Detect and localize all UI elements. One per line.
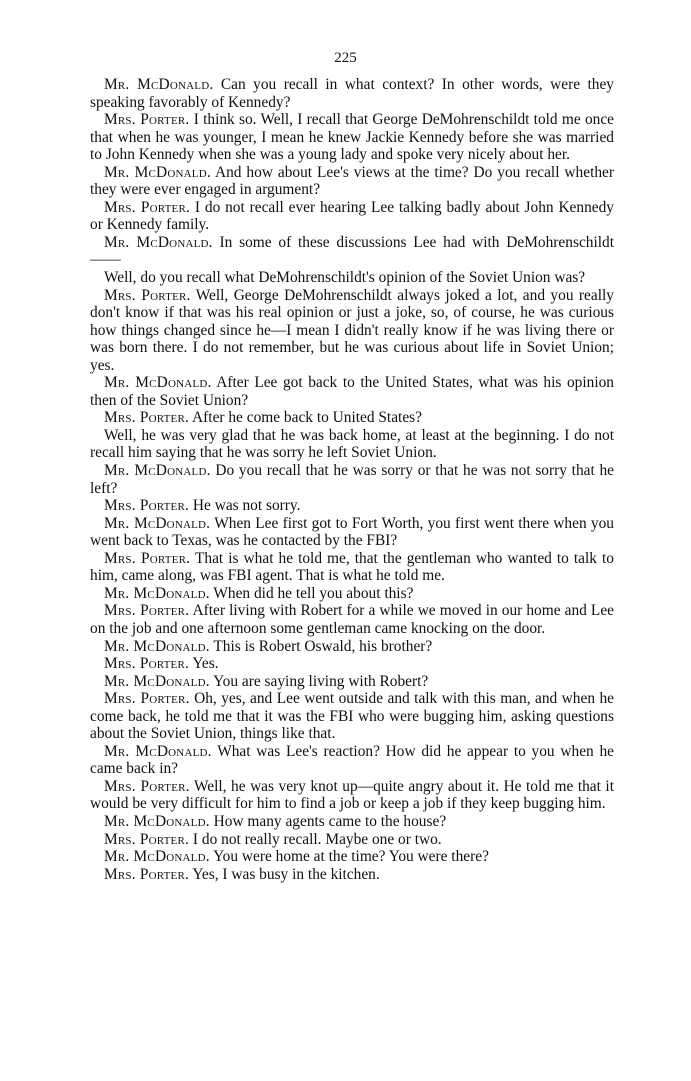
speaker-label: Mr. McDonald. — [104, 812, 210, 830]
transcript-paragraph — [90, 673, 614, 691]
speaker-label: Mrs. Porter. — [104, 690, 190, 708]
transcript-paragraph — [90, 655, 614, 673]
paragraph-text: Well, do you recall what DeMohrenschildt's opinion of the Soviet Union was? — [104, 269, 586, 287]
transcript-paragraph — [90, 866, 614, 884]
paragraph-text: Well, George DeMohrenschildt always joked a lot, and you really don't know if that was his real opinion or just a joke, so, of course, he was curious how things changed since he—I mean I didn't really know if he was living there or was born there. I do not remember, but he was curious about life in Soviet Union; yes. — [90, 286, 614, 374]
transcript-paragraph — [90, 111, 614, 164]
page-number: 225 — [334, 50, 357, 66]
paragraph-text: After Lee got back to the United States, what was his opinion then of the Soviet Union? — [90, 374, 614, 409]
speaker-label: Mrs. Porter. — [104, 286, 191, 304]
paragraph-text: I do not recall ever hearing Lee talking badly about John Kennedy or Kennedy family. — [90, 198, 615, 234]
transcript-paragraph — [90, 497, 614, 515]
speaker-label: Mrs. Porter. — [104, 777, 190, 795]
speaker-label: Mr. McDonald. — [104, 76, 214, 93]
transcript-paragraph — [90, 374, 614, 409]
paragraph-text: After living with Robert for a while we moved in our home and Lee on the job and one afternoon some gentleman came knocking on the door. — [90, 602, 614, 637]
speaker-label: Mr. McDonald. — [104, 848, 210, 866]
transcript-paragraph — [90, 234, 614, 269]
transcript-paragraph — [90, 585, 614, 603]
paragraph-text: Yes. — [192, 655, 219, 673]
speaker-label: Mr. McDonald. — [104, 742, 212, 760]
paragraph-text: And how about Lee's views at the time? Do you recall whether they were ever engaged in argument? — [90, 163, 614, 199]
paragraph-text: This is Robert Oswald, his brother? — [213, 637, 433, 655]
transcript-paragraph — [90, 690, 614, 743]
transcript-paragraph — [90, 778, 614, 813]
paragraph-text: You were home at the time? You were there? — [213, 848, 489, 866]
paragraph-text: I do not really recall. Maybe one or two. — [192, 830, 442, 848]
transcript-paragraph — [90, 848, 614, 866]
speaker-label: Mrs. Porter. — [104, 111, 190, 129]
transcript-paragraph — [90, 409, 614, 427]
transcript-paragraph — [90, 462, 614, 497]
paragraph-text: Yes, I was busy in the kitchen. — [192, 865, 380, 883]
speaker-label: Mrs. Porter. — [104, 655, 190, 673]
transcript-paragraph — [90, 164, 614, 199]
speaker-label: Mrs. Porter. — [104, 830, 190, 848]
speaker-label: Mr. McDonald. — [104, 462, 211, 480]
speaker-label: Mrs. Porter. — [104, 865, 190, 883]
transcript-paragraph — [90, 602, 614, 637]
speaker-label: Mr. McDonald. — [104, 374, 212, 392]
speaker-label: Mr. McDonald. — [104, 637, 210, 655]
transcript-paragraph — [90, 813, 614, 831]
transcript-body — [90, 76, 614, 883]
paragraph-text: Well, he was very knot up—quite angry about it. He told me that it would be very difficult for him to find a job or keep a job if they keep bugging him. — [90, 777, 614, 813]
speaker-label: Mr. McDonald. — [104, 163, 211, 181]
transcript-paragraph — [90, 269, 614, 287]
paragraph-text: Can you recall in what context? In other words, were they speaking favorably of Kennedy? — [90, 76, 614, 111]
speaker-label: Mr. McDonald. — [104, 584, 210, 602]
transcript-paragraph — [90, 515, 614, 550]
speaker-label: Mrs. Porter. — [104, 549, 191, 567]
speaker-label: Mr. McDonald. — [104, 672, 210, 690]
transcript-paragraph — [90, 831, 614, 849]
paragraph-text: When Lee first got to Fort Worth, you first went there when you went back to Texas, was he contacted by the FBI? — [90, 514, 614, 550]
speaker-label: Mrs. Porter. — [104, 497, 190, 515]
transcript-paragraph — [90, 287, 614, 375]
paragraph-text: He was not sorry. — [192, 497, 301, 515]
speaker-label: Mrs. Porter. — [104, 198, 191, 216]
transcript-paragraph — [90, 199, 614, 234]
paragraph-text: Well, he was very glad that he was back home, at least at the beginning. I do not recall him saying that he was sorry he left Soviet Union. — [90, 426, 614, 462]
paragraph-text: What was Lee's reaction? How did he appear to you when he came back in? — [90, 742, 614, 778]
transcript-paragraph — [90, 638, 614, 656]
transcript-paragraph — [90, 76, 614, 111]
paragraph-text: In some of these discussions Lee had with DeMohrenschildt—— — [90, 233, 614, 269]
speaker-label: Mrs. Porter. — [104, 602, 190, 620]
speaker-label: Mr. McDonald. — [104, 233, 213, 251]
paragraph-text: Do you recall that he was sorry or that he was not sorry that he left? — [90, 462, 614, 497]
speaker-label: Mr. McDonald. — [104, 514, 211, 532]
transcript-paragraph — [90, 427, 614, 462]
paragraph-text: I think so. Well, I recall that George DeMohrenschildt told me once that when he was younger, I mean he knew Jackie Kennedy before she was married to John Kennedy when she was a young lady and spoke very nicely about her. — [90, 111, 614, 164]
paragraph-text: That is what he told me, that the gentleman who wanted to talk to him, came along, was FBI agent. That is what he told me. — [90, 549, 614, 585]
speaker-label: Mrs. Porter. — [104, 409, 190, 427]
paragraph-text: Oh, yes, and Lee went outside and talk with this man, and when he come back, he told me that it was the FBI who were bugging him, asking questions about the Soviet Union, things like that. — [90, 690, 614, 743]
paragraph-text: After he come back to United States? — [192, 409, 422, 427]
transcript-paragraph — [90, 550, 614, 585]
paragraph-text: When did he tell you about this? — [213, 584, 414, 602]
paragraph-text: How many agents came to the house? — [213, 812, 447, 830]
transcript-paragraph — [90, 743, 614, 778]
paragraph-text: You are saying living with Robert? — [213, 672, 429, 690]
